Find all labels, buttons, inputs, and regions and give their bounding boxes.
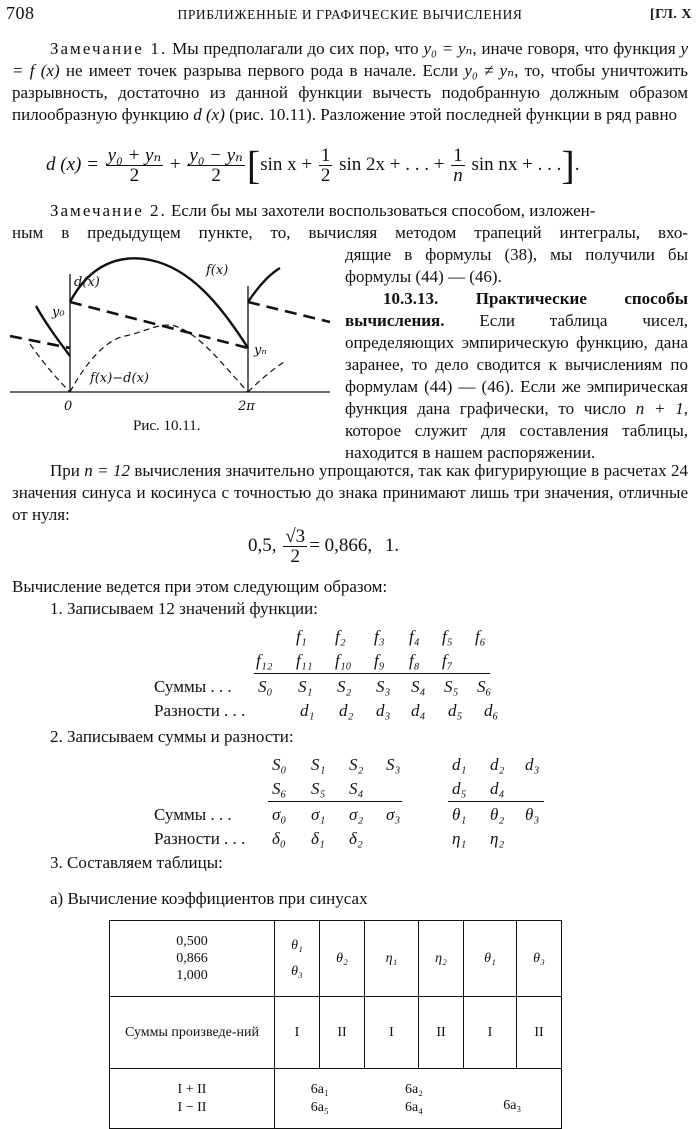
sqrt3-den: 2: [290, 546, 300, 567]
s2-d3: d₃: [525, 755, 540, 774]
label-yn: yₙ: [254, 343, 267, 358]
theta2: θ₂: [490, 805, 505, 824]
eta2: η₂: [490, 829, 505, 848]
remark-1: [12, 38, 688, 126]
frac-diff-num: y₀ − yₙ: [189, 145, 243, 166]
eta1: η₁: [452, 829, 467, 848]
section-number: 10.3.13.: [383, 289, 439, 308]
d3: d₃: [376, 701, 391, 720]
coeff-cell: [110, 921, 275, 997]
formula-sin-2x: sin 2x + . . . +: [339, 153, 445, 175]
sqrt3: √3: [285, 526, 306, 547]
t-eta2: η₂: [419, 921, 464, 997]
label-I-minus-II: I − II: [177, 1099, 207, 1115]
label-y0: y₀: [52, 305, 65, 320]
expr-n12: n = 12: [84, 461, 131, 480]
formula-dx: [46, 142, 580, 188]
remark-1-text-e: (рис. 10.11). Разложение этой последней функции в ряд равно: [224, 105, 678, 124]
s2-S5: S₅: [311, 779, 326, 798]
remark-1-text-b: , иначе говоря, что функция: [472, 39, 681, 58]
coef-6a3: 6a₃: [464, 1069, 562, 1129]
frac-sum: [106, 146, 164, 185]
diffs-label: Разности . . .: [154, 701, 246, 720]
t-theta3: θ₃: [291, 963, 303, 979]
frac-half-num: 1: [320, 145, 331, 166]
curve-fx-minus-dx-left: [30, 344, 70, 392]
remark-2-line-3: дящие в формулы (38), мы получили бы: [345, 245, 688, 264]
page-number: 708: [6, 3, 35, 23]
eq-y0-yn: y₀ = yₙ: [423, 39, 473, 58]
value-05: 0,5,: [248, 534, 277, 556]
cell-a1-a5: [275, 1069, 365, 1129]
S3: S₃: [376, 677, 391, 696]
coeff-0500: 0,500: [176, 934, 208, 949]
formula-end: .: [574, 153, 580, 175]
f1: f₁: [296, 627, 307, 646]
s2-d4: d₄: [490, 779, 505, 798]
proc-step-3: 3. Составляем таблицы:: [50, 853, 223, 872]
proc-intro: Вычисление ведется при этом следующим образом:: [12, 577, 388, 596]
t-II-1: II: [320, 997, 365, 1069]
curve-fx-right: [248, 268, 280, 302]
delta1: δ₁: [311, 829, 325, 848]
t-II-3: II: [517, 997, 562, 1069]
d1: d₁: [300, 701, 315, 720]
para-n12-a: При: [50, 461, 85, 480]
f9: f₉: [374, 651, 385, 670]
coeff-0866: 0,866: [176, 951, 208, 966]
formula-lhs: d (x) =: [46, 153, 99, 175]
t-I-2: I: [365, 997, 419, 1069]
proc-step-3a: а) Вычисление коэффициентов при синусах: [50, 889, 368, 908]
s2-S6: S₆: [272, 779, 287, 798]
bracket-close: ]: [561, 142, 575, 188]
table-row-2: [110, 997, 562, 1069]
remark-2-line-1: [12, 200, 688, 222]
f10: f₁₀: [335, 651, 352, 670]
sigma1: σ₁: [311, 805, 326, 824]
d4: d₄: [411, 701, 426, 720]
sum-diff-label: [110, 1069, 275, 1129]
remark-1-text-a: Мы предполагали до сих пор, что: [172, 39, 424, 58]
f4: f₄: [409, 627, 420, 646]
remark-2-label: Замечание 2.: [50, 201, 167, 220]
frac-1n: [451, 146, 465, 185]
label-fx-minus-dx: f(x)−d(x): [90, 371, 149, 386]
sigma2: σ₂: [349, 805, 364, 824]
proc-step-1: 1. Записываем 12 значений функции:: [50, 599, 318, 618]
S1: S₁: [298, 677, 313, 696]
proc-step-2: 2. Записываем суммы и разности:: [50, 727, 294, 746]
remark-2-line-2: ным в предыдущем пункте, то, вычисляя методом трапеций интегралы, вхо-: [12, 223, 688, 242]
scheme-2: [0, 754, 700, 850]
remark-2-line-4: формулы (44) — (46).: [345, 267, 502, 286]
label-I-plus-II: I + II: [177, 1081, 207, 1097]
s2-S4: S₄: [349, 779, 364, 798]
sums-of-products-label: Суммы произведе-ний: [110, 997, 275, 1069]
t-I-1: I: [275, 997, 320, 1069]
coef-6a1: 6a₁: [310, 1081, 329, 1097]
neq-y0-yn: y₀ ≠ yₙ: [464, 61, 515, 80]
f5: f₅: [442, 627, 453, 646]
value-1: 1.: [384, 534, 400, 556]
formula-sin-nx: sin nx + . . .: [471, 153, 562, 175]
f11: f₁₁: [296, 651, 313, 670]
sine-coefficient-table: [109, 920, 562, 1129]
f6: f₆: [475, 627, 486, 646]
page-header: [6, 2, 694, 26]
s2-diffs-label: Разности . . .: [154, 829, 246, 848]
f2: f₂: [335, 627, 346, 646]
coeff-1000: 1,000: [176, 968, 208, 983]
label-fx: f(x): [206, 263, 229, 278]
frac-1n-num: 1: [453, 145, 463, 166]
label-2pi: 2π: [238, 399, 255, 414]
S0: S₀: [258, 677, 273, 696]
curve-fx-minus-dx-right: [248, 362, 284, 392]
t-II-2: II: [419, 997, 464, 1069]
s2-d2: d₂: [490, 755, 505, 774]
f8: f₈: [409, 651, 420, 670]
sigma3: σ₃: [386, 805, 401, 824]
bracket-open: [: [246, 142, 261, 188]
section-10-3-13: [345, 288, 688, 464]
t-eta1: η₁: [365, 921, 419, 997]
delta0: δ₀: [272, 829, 286, 848]
f7: f₇: [442, 651, 453, 670]
sawtooth-dx-right: [248, 302, 330, 322]
sigma0: σ₀: [272, 805, 287, 824]
s2-d5: d₅: [452, 779, 467, 798]
f12: f₁₂: [256, 651, 273, 670]
f3: f₃: [374, 627, 385, 646]
func-dx: d (x): [193, 105, 225, 124]
S4: S₄: [411, 677, 426, 696]
formula-sin-x: sin x +: [260, 153, 313, 175]
s2-S3: S₃: [386, 755, 401, 774]
theta1: θ₁: [452, 805, 467, 824]
frac-diff-den: 2: [211, 165, 221, 186]
section-text-2: , которое служит для составления таблицы, находится в нашем распоряжении.: [345, 399, 688, 462]
s2-S2: S₂: [349, 755, 364, 774]
remark-1-text-d: , то, чтобы уничтожить разрывность, достаточно из данной функции вычесть подобранную должным образом пилообразную функцию: [12, 61, 688, 124]
remark-2-text-1: Если бы мы захотели воспользоваться способом, изложен-: [171, 201, 596, 220]
remark-1-text-c: не имеет точек разрыва первого рода в начале. Если: [59, 61, 465, 80]
coef-6a4: 6a₄: [404, 1099, 424, 1115]
s2-sums-label: Суммы . . .: [154, 805, 232, 824]
coef-6a5: 6a₅: [310, 1099, 329, 1115]
S2: S₂: [337, 677, 352, 696]
s2-d1: d₁: [452, 755, 467, 774]
frac-diff: [187, 146, 245, 185]
delta2: δ₂: [349, 829, 363, 848]
scheme-1-rule: [254, 673, 490, 674]
section-title: Практические способы вычисления.: [345, 289, 688, 330]
table-row-1: [110, 921, 562, 997]
d2: d₂: [339, 701, 354, 720]
t-theta1-b: θ₁: [464, 921, 517, 997]
d5: d₅: [448, 701, 463, 720]
S6: S₆: [477, 677, 492, 696]
scheme-1: [0, 626, 700, 722]
cell-theta1-theta3: [275, 921, 320, 997]
theta3: θ₃: [525, 805, 540, 824]
frac-half-den: 2: [320, 165, 331, 186]
frac-half: [319, 146, 333, 185]
frac-sum-den: 2: [129, 165, 140, 186]
frac-sum-num: y₀ + yₙ: [107, 145, 162, 166]
formula-plus: +: [169, 153, 181, 175]
value-0866: = 0,866,: [309, 534, 373, 556]
remark-1-label: Замечание 1.: [50, 39, 168, 58]
chapter-label: [ГЛ. X: [650, 7, 692, 22]
label-dx: d(x): [74, 275, 100, 290]
func-y-fx: y = f (x): [12, 39, 689, 80]
figure-caption: Рис. 10.11.: [133, 418, 201, 434]
t-theta2: θ₂: [320, 921, 365, 997]
cell-a2-a4: [365, 1069, 464, 1129]
s2-S0: S₀: [272, 755, 287, 774]
table-row-3: [110, 1069, 562, 1129]
label-zero: 0: [64, 399, 73, 414]
expr-n-plus-1: n + 1: [635, 399, 684, 418]
scheme-2-rule-right: [448, 801, 544, 802]
figure-10-11: [10, 244, 340, 414]
d6: d₆: [484, 701, 499, 720]
running-title: ПРИБЛИЖЕННЫЕ И ГРАФИЧЕСКИЕ ВЫЧИСЛЕНИЯ: [177, 7, 523, 22]
section-text: Если таблица чисел, определяющих эмпирическую функцию, дана заранее, то дело сводится к вычислениям по формулам (44) — (46). Если же эмпирическая функция дана графически, то число: [345, 311, 688, 418]
sums-label: Суммы . . .: [154, 677, 232, 696]
values-line: [248, 527, 399, 566]
frac-1n-den: n: [453, 165, 463, 186]
para-n12: [12, 460, 688, 526]
S5: S₅: [444, 677, 459, 696]
scheme-2-rule-left: [268, 801, 402, 802]
coef-6a2: 6a₂: [404, 1081, 424, 1097]
frac-sqrt3: [283, 527, 307, 566]
t-theta3-b: θ₃: [517, 921, 562, 997]
s2-S1: S₁: [311, 755, 326, 774]
t-theta1: θ₁: [291, 937, 303, 953]
t-I-3: I: [464, 997, 517, 1069]
para-n12-b: вычисления значительно упрощаются, так как фигурирующие в расчетах 24 значения синуса и косинуса с точностью до знака принимают лишь три значения, отличные от нуля:: [12, 461, 688, 524]
